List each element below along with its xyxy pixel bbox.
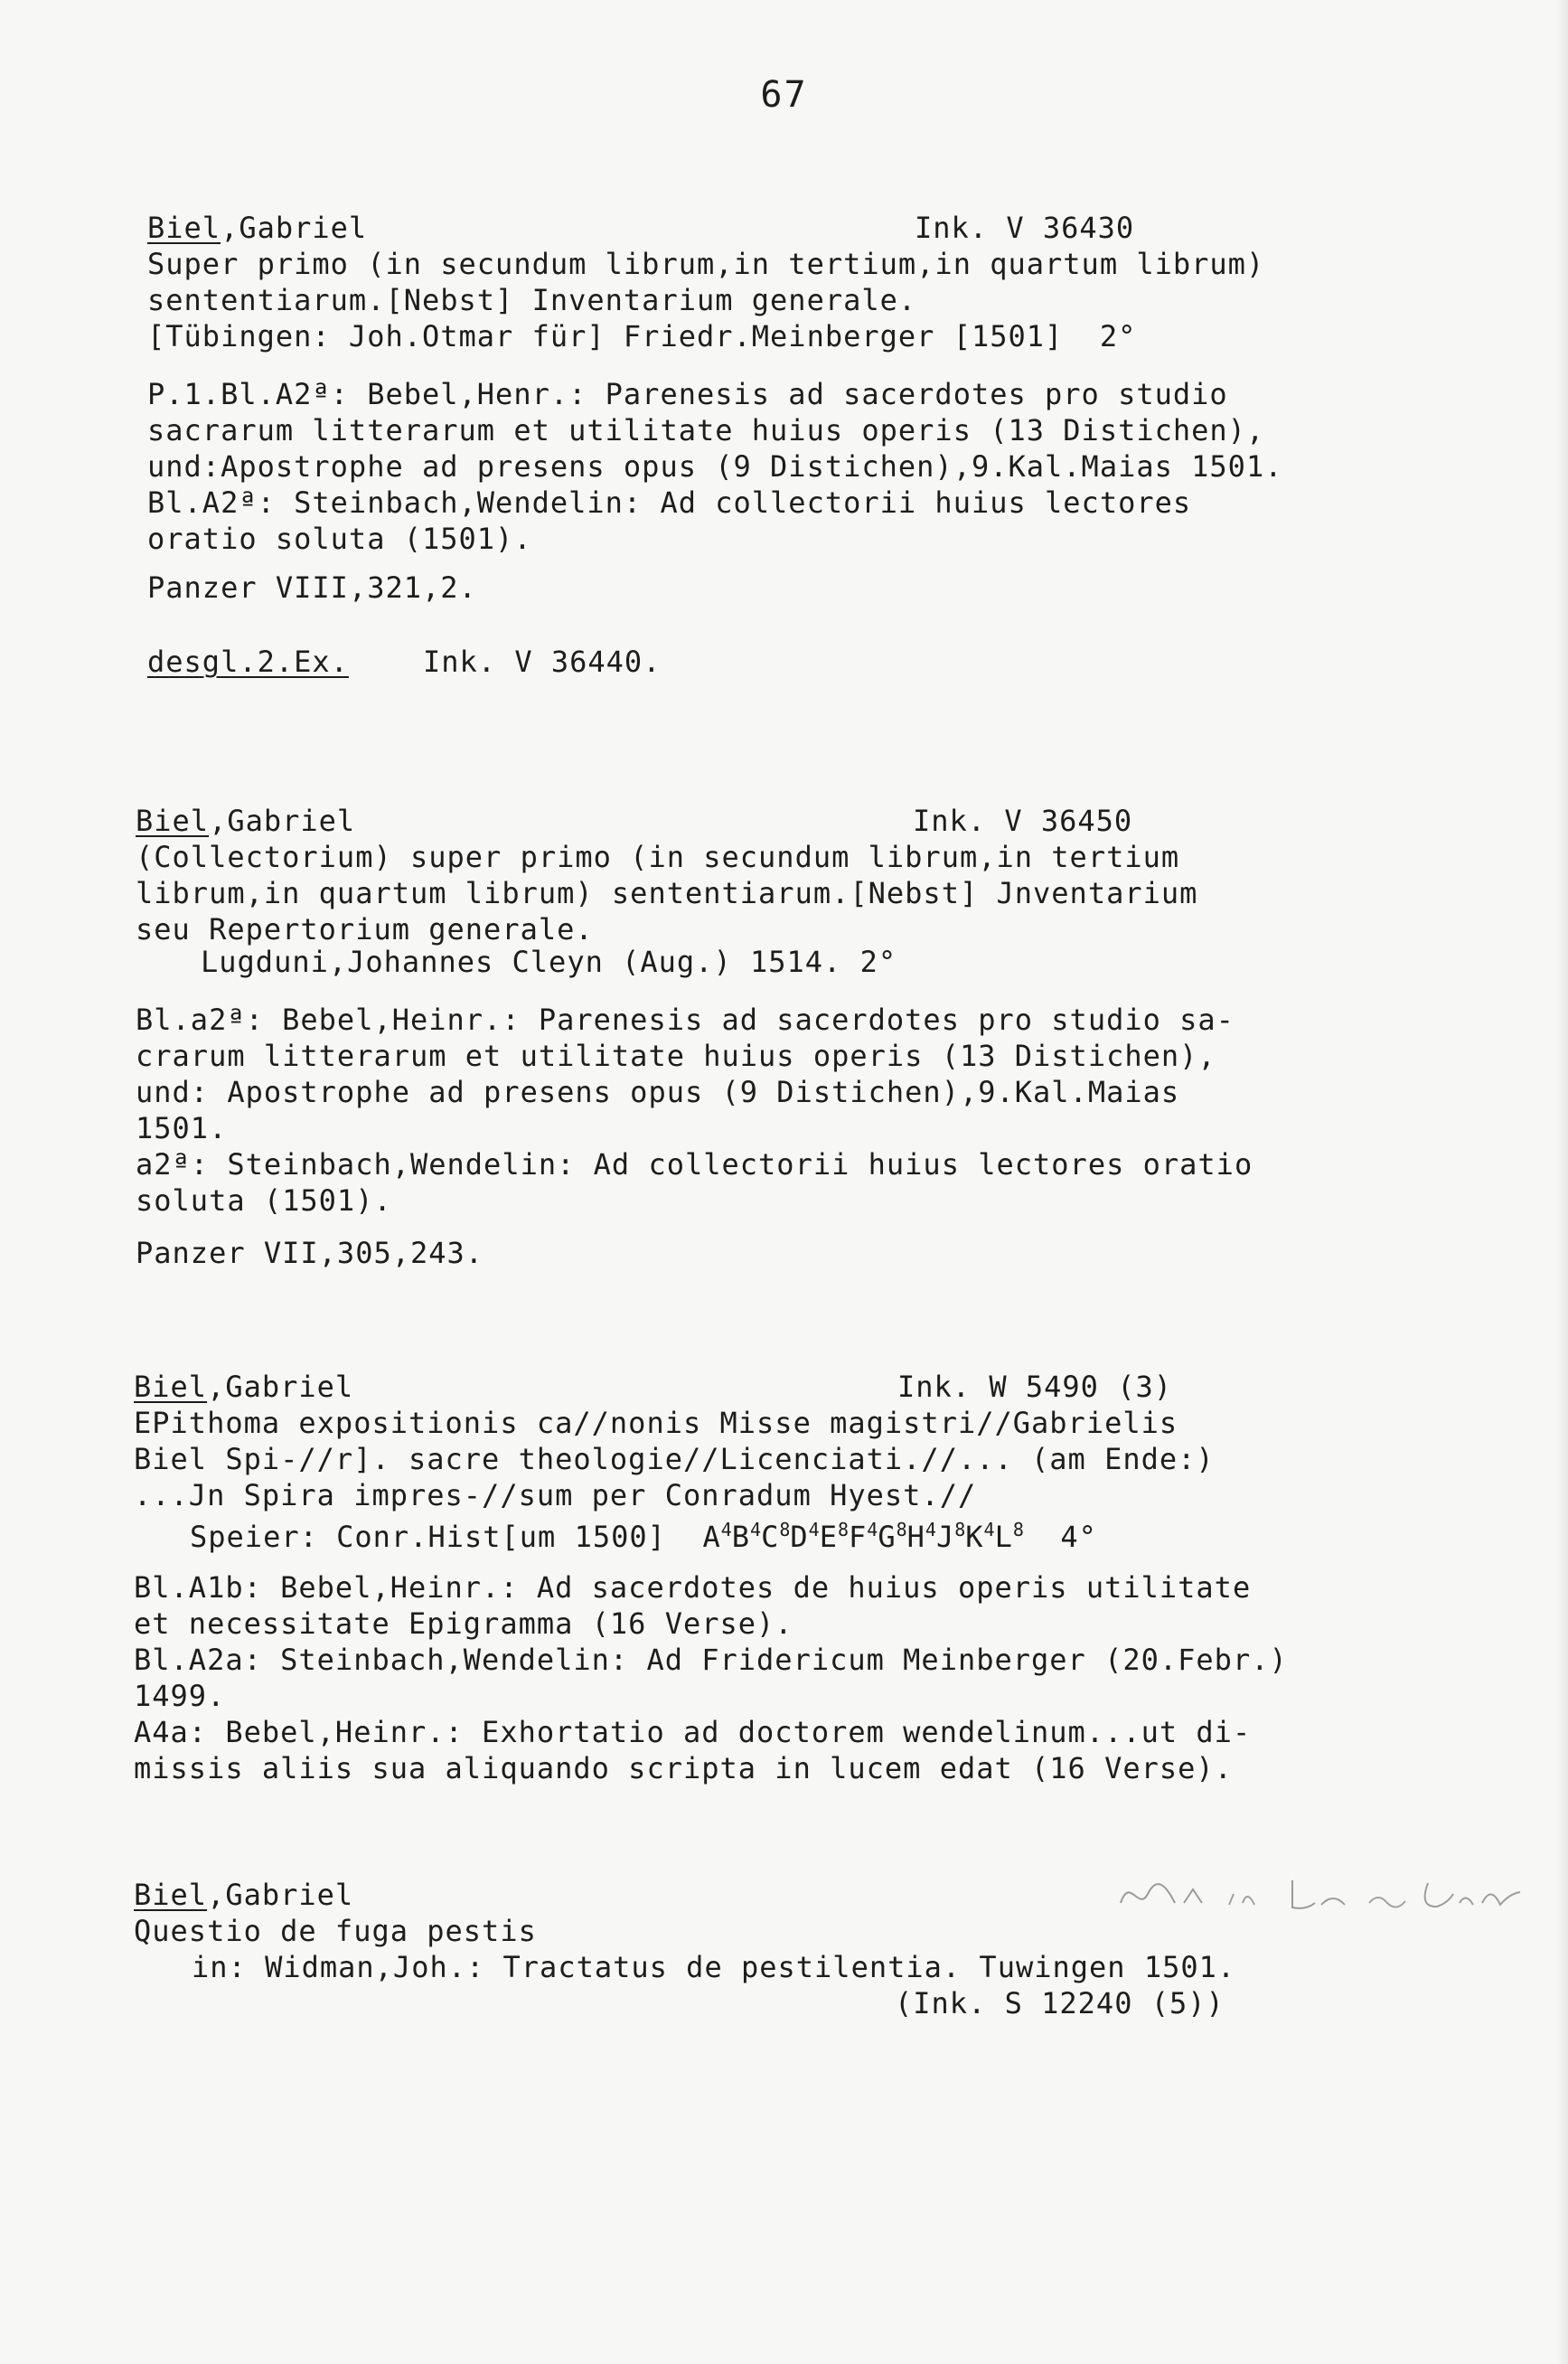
entry-1-heading — [147, 210, 367, 246]
signature-letter: D — [790, 1520, 809, 1554]
note-line: Bl.A2a: Steinbach,Wendelin: Ad Fridericum Meinberger (20.Febr.) — [134, 1643, 1288, 1677]
signature-letter: G — [878, 1520, 897, 1554]
note-line: und:Apostrophe ad presens opus (9 Distichen),9.Kal.Maias 1501. — [147, 449, 1283, 484]
signature-count: 4 — [925, 1519, 936, 1540]
signature-count: 8 — [1012, 1519, 1024, 1540]
note-line: und: Apostrophe ad presens opus (9 Distichen),9.Kal.Maias — [136, 1075, 1180, 1109]
title-line: Questio de fuga pestis — [134, 1914, 537, 1948]
title-line: seu Repertorium generale. — [136, 912, 594, 947]
entry-3-heading — [134, 1369, 353, 1405]
author-given-name: ,Gabriel — [207, 1878, 354, 1912]
title-line: (Collectorium) super primo (in secundum librum,in tertium — [136, 840, 1180, 874]
imprint-line: Lugduni,Johannes Cleyn (Aug.) 1514. 2° — [201, 945, 897, 979]
note-line: A4a: Bebel,Heinr.: Exhortatio ad doctorem wendelinum...ut di- — [134, 1715, 1252, 1749]
note-line: sacrarum litterarum et utilitate huius operis (13 Distichen), — [147, 413, 1265, 447]
shelfmark: Ink. V 36450 — [913, 804, 1133, 838]
signature-letter: H — [906, 1520, 925, 1554]
note-line: et necessitate Epigramma (16 Verse). — [134, 1606, 793, 1641]
note-line: Bl.a2ª: Bebel,Heinr.: Parenesis ad sacerdotes pro studio sa- — [136, 1003, 1235, 1037]
author-surname: Biel — [134, 1370, 208, 1404]
page-number: 67 — [760, 74, 808, 116]
signature-count: 8 — [779, 1519, 791, 1540]
signature-letter: C — [761, 1520, 780, 1554]
note-line: 1501. — [136, 1111, 228, 1145]
shelfmark: (Ink. S 12240 (5)) — [895, 1986, 1225, 2020]
reference-line: Panzer VII,305,243. — [136, 1236, 484, 1270]
shelfmark: Ink. W 5490 (3) — [897, 1370, 1172, 1404]
note-line: crarum litterarum et utilitate huius operis (13 Distichen), — [136, 1039, 1216, 1073]
author-surname: Biel — [136, 804, 210, 838]
title-line: Biel Spi-//r]. sacre theologie//Licenciati.//... (am Ende:) — [134, 1442, 1215, 1476]
signature-count: 8 — [837, 1519, 849, 1540]
signature-letter: L — [994, 1520, 1013, 1554]
signature-letter: A — [702, 1520, 721, 1554]
signature-count: 4 — [750, 1519, 762, 1540]
collation-formula — [666, 1520, 1097, 1554]
note-line: Bl.A2ª: Steinbach,Wendelin: Ad collectorii huius lectores — [147, 485, 1192, 520]
format: 4° — [1060, 1520, 1097, 1554]
signature-letter: J — [935, 1520, 955, 1554]
note-line: Bl.A1b: Bebel,Heinr.: Ad sacerdotes de huius operis utilitate — [134, 1570, 1252, 1605]
entry-2-heading — [136, 803, 355, 839]
signature-letter: F — [849, 1520, 868, 1554]
signature-count: 4 — [808, 1519, 820, 1540]
scan-edge-shadow — [1555, 0, 1568, 2364]
note-line: P.1.Bl.A2ª: Bebel,Henr.: Parenesis ad sacerdotes pro studio — [147, 377, 1228, 411]
title-line: ...Jn Spira impres-//sum per Conradum Hyest.// — [134, 1478, 977, 1512]
title-line: EPithoma expositionis ca//nonis Misse magistri//Gabrielis — [134, 1406, 1178, 1440]
signature-letter: B — [731, 1520, 751, 1554]
signature-count: 8 — [954, 1519, 966, 1540]
title-line: librum,in quartum librum) sententiarum.[Nebst] Jnventarium — [136, 876, 1198, 910]
note-line: in: Widman,Joh.: Tractatus de pestilentia. Tuwingen 1501. — [192, 1950, 1236, 1984]
title-line: sententiarum.[Nebst] Inventarium generale. — [147, 283, 917, 317]
shelfmark: Ink. V 36430 — [915, 211, 1135, 245]
reference-line: Panzer VIII,321,2. — [147, 570, 477, 605]
signature-count: 4 — [983, 1519, 995, 1540]
author-given-name: ,Gabriel — [209, 804, 356, 838]
author-given-name: ,Gabriel — [221, 211, 368, 245]
note-line: missis aliis sua aliquando scripta in lucem edat (16 Verse). — [134, 1751, 1233, 1785]
entry-4-heading — [134, 1877, 353, 1913]
copy-label: desgl.2.Ex. — [147, 645, 349, 679]
imprint-text: Speier: Conr.Hist[um 1500] — [190, 1520, 666, 1554]
copy-shelfmark: Ink. V 36440. — [423, 645, 662, 679]
note-line: 1499. — [134, 1679, 226, 1713]
title-line: Super primo (in secundum librum,in tertium,in quartum librum) — [147, 247, 1265, 281]
note-line: soluta (1501). — [136, 1183, 392, 1218]
imprint-line — [190, 1512, 1097, 1555]
signature-count: 4 — [867, 1519, 878, 1540]
author-surname: Biel — [134, 1878, 208, 1912]
imprint-line: [Tübingen: Joh.Otmar für] Friedr.Meinberger [1501] 2° — [147, 319, 1137, 353]
signature-letter: K — [965, 1520, 984, 1554]
note-line: oratio soluta (1501). — [147, 522, 532, 556]
signature-count: 8 — [896, 1519, 907, 1540]
signature-count: 4 — [720, 1519, 732, 1540]
handwritten-annotation — [1112, 1867, 1527, 1921]
note-line: a2ª: Steinbach,Wendelin: Ad collectorii huius lectores oratio — [136, 1147, 1253, 1182]
signature-letter: E — [819, 1520, 838, 1554]
author-surname: Biel — [147, 211, 221, 245]
author-given-name: ,Gabriel — [207, 1370, 354, 1404]
